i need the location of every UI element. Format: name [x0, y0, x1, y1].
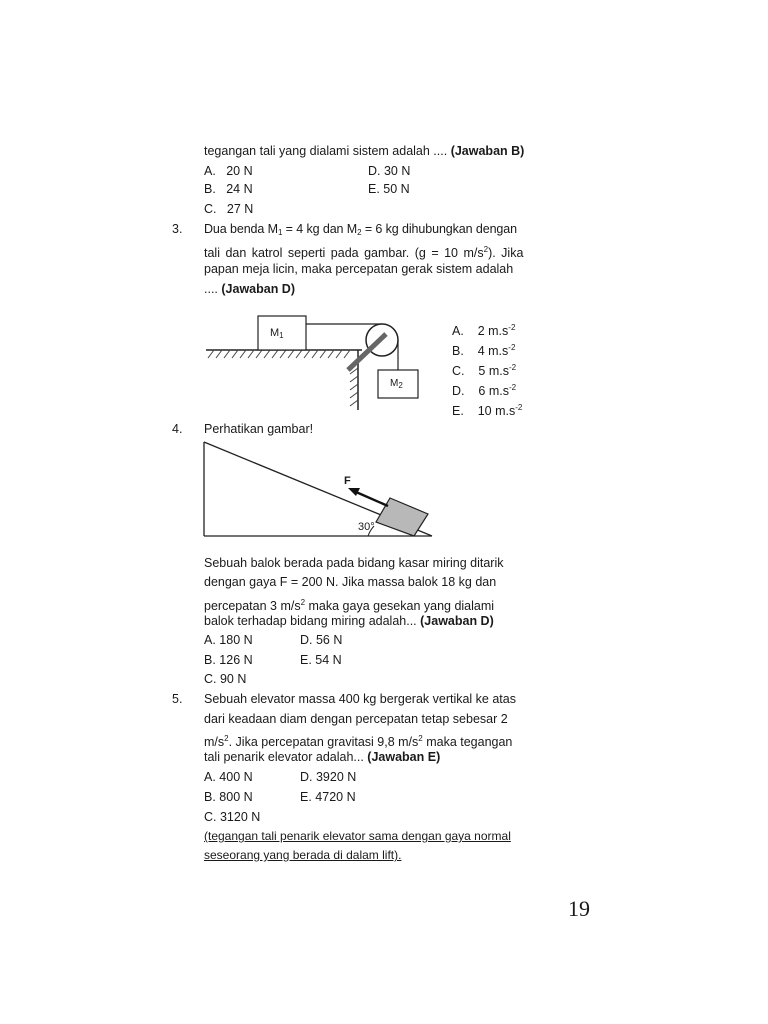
q3-option-e: E. 10 $m.s^{-2}$: [452, 403, 523, 418]
q2-option-a: A. 20 N: [204, 164, 253, 178]
q5-body-line4: tali penarik elevator adalah... (Jawaban E): [204, 750, 441, 764]
q3-option-a: A. 2 $m.s^{-2}$: [452, 323, 516, 338]
q4-option-d: D. 56 N: [300, 633, 343, 647]
q4-option-a: A. 180 N: [204, 633, 253, 647]
q3-m2-label: $M_2$: [390, 378, 403, 390]
q3-number: 3.: [172, 222, 183, 236]
q4-angle-label: 30°: [358, 521, 375, 533]
q4-incline-figure: [200, 440, 440, 540]
q5-option-e: E. 4720 N: [300, 790, 356, 804]
q3-option-c: C. 5 $m.s^{-2}$: [452, 363, 517, 378]
q3-option-d: D. 6 $m.s^{-2}$: [452, 383, 517, 398]
q5-note-line1: (tegangan tali penarik elevator sama dengan gaya normal: [204, 829, 511, 843]
q5-option-d: D. 3920 N: [300, 770, 357, 784]
q3-answer: (Jawaban D): [221, 282, 296, 296]
q5-body-line2: dari keadaan diam dengan percepatan tetap sebesar 2: [204, 712, 508, 726]
q3-stem-line1: Dua benda $M_1 = 4$ kg dan $M_2 = 6$ kg dihubungkan dengan: [204, 222, 517, 237]
q4-answer: (Jawaban D): [420, 614, 494, 628]
q4-body-line2: dengan gaya F = 200 N. Jika massa balok 18 kg dan: [204, 575, 497, 589]
q4-prompt: Perhatikan gambar!: [204, 422, 314, 436]
q5-note-line2: seseorang yang berada di dalam lift).: [204, 848, 402, 862]
q3-stem-line2: tali dan katrol seperti pada gambar. (g = 10 $m/s^2$). Jika: [204, 245, 524, 260]
q2-option-c: C. 27 N: [204, 202, 254, 216]
q3-stem-line3: papan meja licin, maka percepatan gerak sistem adalah: [204, 262, 514, 276]
q4-option-e: E. 54 N: [300, 653, 342, 667]
q4-option-c: C. 90 N: [204, 672, 247, 686]
q3-stem-line4: .... (Jawaban D): [204, 282, 296, 296]
q4-option-b: B. 126 N: [204, 653, 253, 667]
q5-option-b: B. 800 N: [204, 790, 253, 804]
page-number: 19: [568, 896, 590, 921]
q5-option-c: C. 3120 N: [204, 810, 261, 824]
q3-option-b: B. 4 $m.s^{-2}$: [452, 343, 516, 358]
q2-answer: (Jawaban B): [450, 144, 525, 158]
q2-option-d: D. 30 N: [368, 164, 411, 178]
q4-body-line4: balok terhadap bidang miring adalah... (Jawaban D): [204, 614, 494, 628]
q5-number: 5.: [172, 692, 183, 706]
q4-force-label: F: [344, 475, 351, 487]
q5-option-a: A. 400 N: [204, 770, 253, 784]
q5-body-line3: $m/s^2$. Jika percepatan gravitasi 9,8 $m/s^2$ maka tegangan: [204, 734, 513, 749]
q4-body-line1: Sebuah balok berada pada bidang kasar miring ditarik: [204, 556, 504, 570]
q5-answer: (Jawaban E): [367, 750, 441, 764]
q5-body-line1: Sebuah elevator massa 400 kg bergerak vertikal ke atas: [204, 692, 516, 706]
q3-pulley-figure: [200, 306, 430, 414]
q3-m1-label: $M_1$: [270, 327, 284, 340]
q2-stem-tail: tegangan tali yang dialami sistem adalah .... (Jawaban B): [204, 144, 525, 158]
q2-option-e: E. 50 N: [368, 182, 410, 196]
q2-option-b: B. 24 N: [204, 182, 253, 196]
q4-body-line3: percepatan 3 $m/s^2$ maka gaya gesekan yang dialami: [204, 598, 495, 613]
q4-number: 4.: [172, 422, 183, 436]
